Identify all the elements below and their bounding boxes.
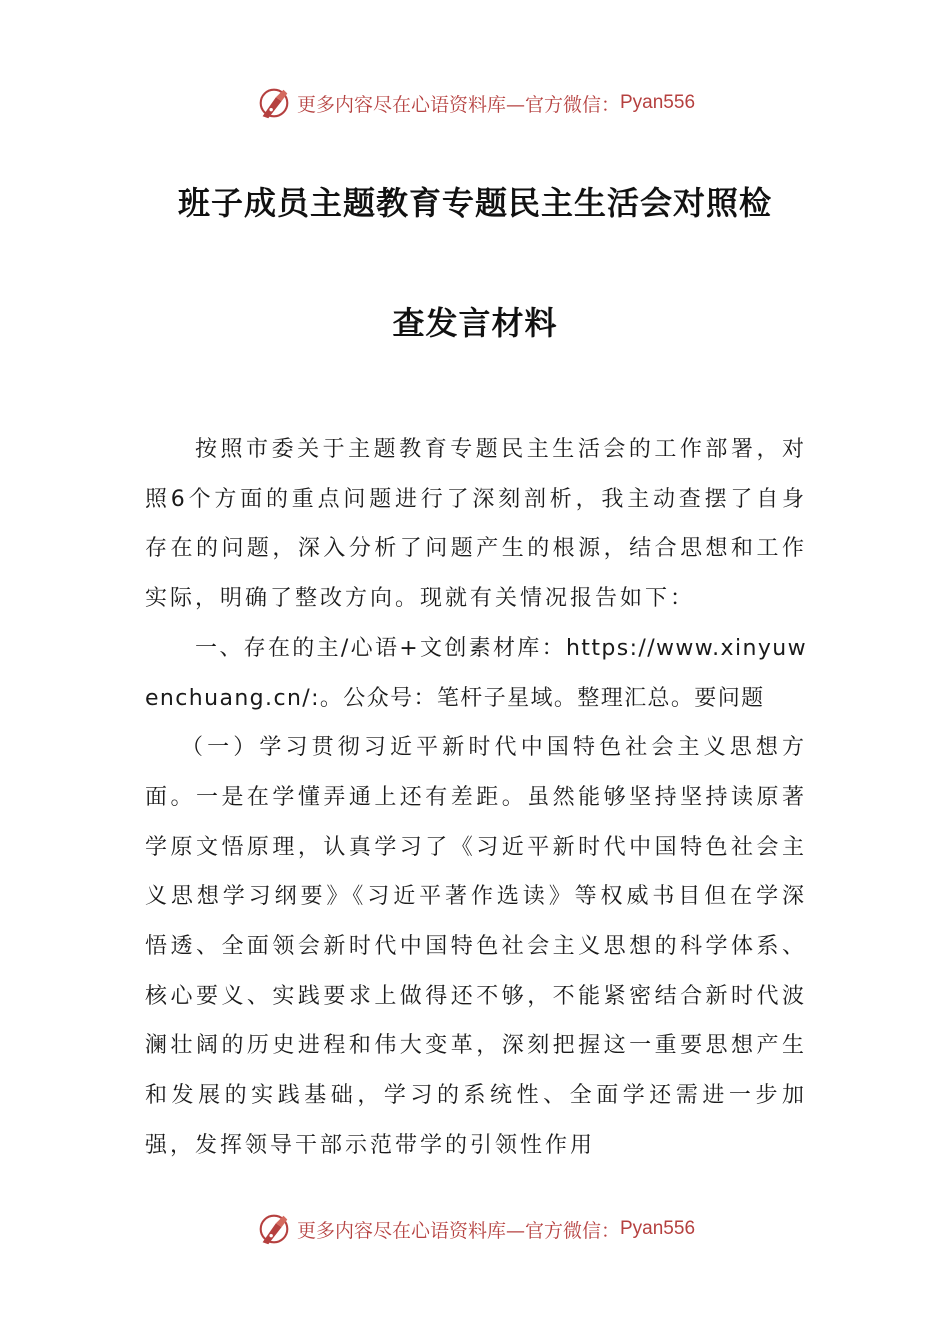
- pen-nib-logo-icon: [255, 84, 293, 122]
- paragraph-intro: 按照市委关于主题教育专题民主生活会的工作部署，对照6个方面的重点问题进行了深刻剖析，我主动查摆了自身存在的问题，深入分析了问题产生的根源，结合思想和工作实际，明确了整改方向。现就有关情况报告如下：: [145, 437, 807, 612]
- footer-banner-contact: Pyan556: [620, 1218, 696, 1239]
- footer-banner-text: 更多内容尽在心语资料库—官方微信：: [296, 1219, 620, 1242]
- header-banner-text: 更多内容尽在心语资料库—官方微信：: [296, 93, 620, 116]
- footer-banner: [0, 1209, 950, 1249]
- document-title-line-1: 班子成员主题教育专题民主生活会对照检: [177, 184, 772, 222]
- document-body: [145, 425, 807, 1171]
- header-banner-contact: Pyan556: [620, 92, 696, 113]
- document-title-line-2: 查发言材料: [392, 304, 558, 342]
- paragraph-subsection: （一）学习贯彻习近平新时代中国特色社会主义思想方面。一是在学懂弄通上还有差距。虽然能够坚持坚持读原著学原文悟原理，认真学习了《习近平新时代中国特色社会主义思想学习纲要》《习近平著作选读》等权威书目但在学深悟透、全面领会新时代中国特色社会主义思想的科学体系、核心要义、实践要求上做得还不够，不能紧密结合新时代波澜壮阔的历史进程和伟大变革，深刻把握这一重要思想产生和发展的实践基础，学习的系统性、全面学还需进一步加强，发挥领导干部示范带学的引领性作用: [145, 735, 807, 1158]
- paragraph-section-heading: 一、存在的主/心语+文创素材库：https://www.xinyuwenchuang.cn/:。公众号：笔杆子星域。整理汇总。要问题: [145, 635, 807, 711]
- header-banner: [0, 83, 950, 123]
- pen-nib-logo-icon: [255, 1210, 293, 1248]
